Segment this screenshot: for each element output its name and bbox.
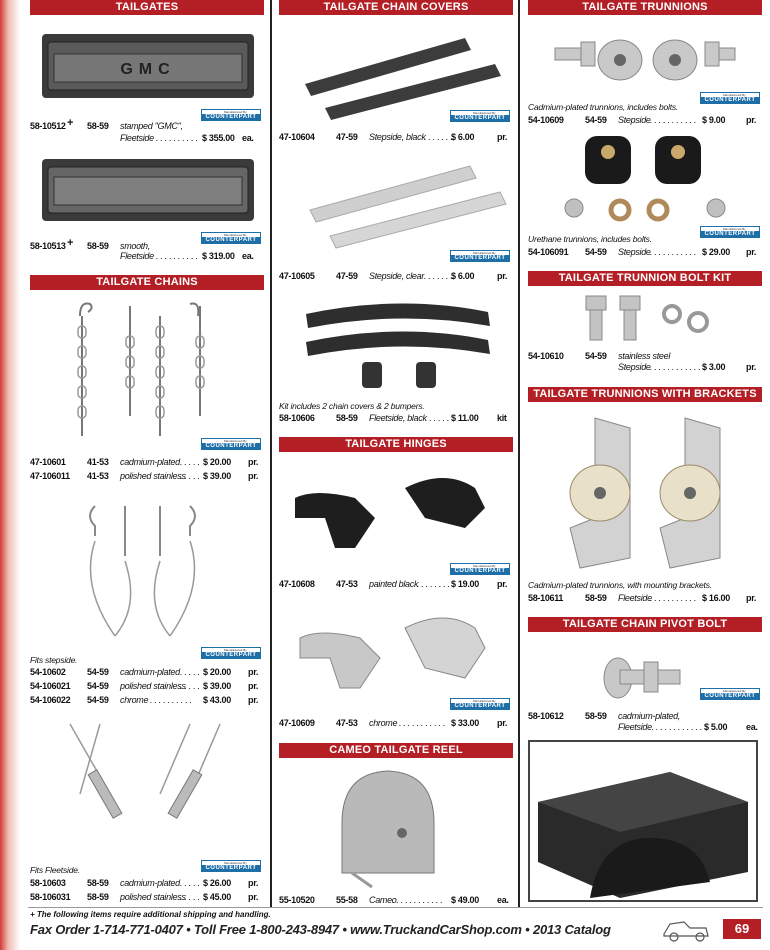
pivot-bolt-image [600,640,690,704]
header-tailgates: TAILGATES [30,0,264,15]
note-cadmium-trunnions: Cadmium-plated trunnions, includes bolts. [528,102,679,112]
product-row-54-106022: 54-106022 54-59 chrome . . . . . . . . . . $ 43.00 pr. [30,695,259,705]
cameo-reel-image [332,763,444,889]
product-row-54-10610: 54-10610 54-59 stainless steel [528,351,671,361]
counterpart-badge: Manufactured By COUNTERPART [201,860,261,872]
footer-rule [28,907,763,908]
trunnions-brackets-image [560,408,750,576]
header-tailgate-hinges: TAILGATE HINGES [279,437,513,452]
product-row-58-10603: 58-10603 58-59 cadmium-plated . . . . . $ 26.00 pr. [30,878,259,888]
header-trunnion-bolt-kit: TAILGATE TRUNNION BOLT KIT [528,271,762,286]
cadmium-trunnions-image [545,28,745,88]
counterpart-badge: Manufactured By COUNTERPART [201,109,261,121]
product-row-58-10612-b: Fleetside. . . . . . . . . . . . $ 5.00 ea. [618,722,758,732]
product-row-58-10611: 58-10611 58-59 Fleetside . . . . . . . . . . . $ 16.00 pr. [528,593,757,603]
counterpart-badge: Manufactured By COUNTERPART [450,698,510,710]
counterpart-badge: Manufactured By COUNTERPART [700,92,760,104]
black-hinges-image [285,458,495,564]
product-row-54-106021: 54-106021 54-59 polished stainless . . . . . $ 39.00 pr. [30,681,259,691]
truck-icon [660,914,712,944]
header-tailgate-chain-covers: TAILGATE CHAIN COVERS [279,0,513,15]
note-urethane-trunnions: Urethane trunnions, includes bolts. [528,234,652,244]
product-row-47-10608: 47-10608 47-53 painted black . . . . . . . . $ 19.00 pr. [279,579,508,589]
product-row-58-10512: 58-10512 + 58-59 stamped "GMC", [30,117,183,131]
bolt-kit-image [580,292,716,348]
chain-set-image-3 [50,714,240,854]
counterpart-badge: Manufactured By COUNTERPART [450,250,510,262]
fleetside-chain-covers-image [300,292,496,400]
product-row-54-10602: 54-10602 54-59 cadmium-plated . . . . . $ 20.00 pr. [30,667,259,677]
product-row-58-10513: 58-10513 + 58-59 smooth, [30,237,150,251]
chain-set-image-1 [60,296,220,446]
chain-set-image-2 [70,496,220,646]
counterpart-badge: Manufactured By COUNTERPART [201,647,261,659]
footer-contact-line: Fax Order 1-714-771-0407 • Toll Free 1-800-243-8947 • www.TruckandCarShop.com • 2013 Catalog [30,922,611,937]
product-row-58-106031: 58-106031 58-59 polished stainless . . . . . $ 45.00 pr. [30,892,259,902]
footer-shipping-note: + The following items require additional shipping and handling. [30,910,271,919]
plus-icon: + [30,910,35,919]
product-row-58-10606: 58-10606 58-59 Fleetside, black . . . . . . $ 11.00 kit [279,413,507,423]
header-chain-pivot-bolt: TAILGATE CHAIN PIVOT BOLT [528,617,762,632]
counterpart-badge: Manufactured By COUNTERPART [450,563,510,575]
product-row-47-10605: 47-10605 47-59 Stepside, clear . . . . . . . $ 6.00 pr. [279,271,508,281]
counterpart-badge: Manufactured By COUNTERPART [700,226,760,238]
clear-chain-covers-image [300,150,510,250]
black-chain-covers-image [295,24,505,122]
counterpart-badge: Manufactured By COUNTERPART [201,232,261,244]
urethane-trunnions-image [560,130,730,226]
note-fits-fleetside: Fits Fleetside. [30,865,80,875]
gmc-tailgate-image [40,30,256,104]
note-kit-includes: Kit includes 2 chain covers & 2 bumpers. [279,401,425,411]
column-divider-1 [270,0,272,908]
counterpart-badge: Manufactured By COUNTERPART [700,688,760,700]
product-row-55-10520: 55-10520 55-58 Cameo . . . . . . . . . . . . $ 49.00 ea. [279,895,509,905]
counterpart-badge: Manufactured By COUNTERPART [450,110,510,122]
page-edge-gradient [0,0,20,950]
product-row-58-10513-b: Fleetside . . . . . . . . . . $ 319.00 ea. [120,251,254,261]
product-row-54-10610-b: Stepside . . . . . . . . . . . . $ 3.00 pr. [618,362,757,372]
product-row-47-10604: 47-10604 47-59 Stepside, black . . . . . . . $ 6.00 pr. [279,132,508,142]
product-row-47-106011: 47-106011 41-53 polished stainless . . . . . $ 39.00 pr. [30,471,259,481]
product-row-58-10512-b: Fleetside . . . . . . . . . . $ 355.00 ea. [120,133,254,143]
chrome-hinges-image [290,598,490,702]
product-row-54-106091: 54-106091 54-59 Stepside . . . . . . . . . . . $ 29.00 pr. [528,247,757,257]
counterpart-badge: Manufactured By COUNTERPART [201,438,261,450]
note-cadmium-brackets: Cadmium-plated trunnions, with mounting brackets. [528,580,712,590]
header-cameo-tailgate-reel: CAMEO TAILGATE REEL [279,743,513,758]
product-row-47-10601: 47-10601 41-53 cadmium-plated . . . . . $ 20.00 pr. [30,457,259,467]
header-trunnions-with-brackets: TAILGATE TRUNNIONS WITH BRACKETS [528,387,762,402]
product-row-58-10612: 58-10612 58-59 cadmium-plated, [528,711,681,721]
truck-bed-image [528,740,758,902]
header-tailgate-trunnions: TAILGATE TRUNNIONS [528,0,762,15]
page-number: 69 [723,919,761,939]
svg-text:GMC: GMC [120,61,176,78]
smooth-tailgate-image [40,155,256,227]
product-row-54-10609: 54-10609 54-59 Stepside . . . . . . . . . . . $ 9.00 pr. [528,115,757,125]
note-fits-stepside: Fits stepside. [30,655,78,665]
product-row-47-10609: 47-10609 47-53 chrome . . . . . . . . . . . $ 33.00 pr. [279,718,508,728]
header-tailgate-chains: TAILGATE CHAINS [30,275,264,290]
